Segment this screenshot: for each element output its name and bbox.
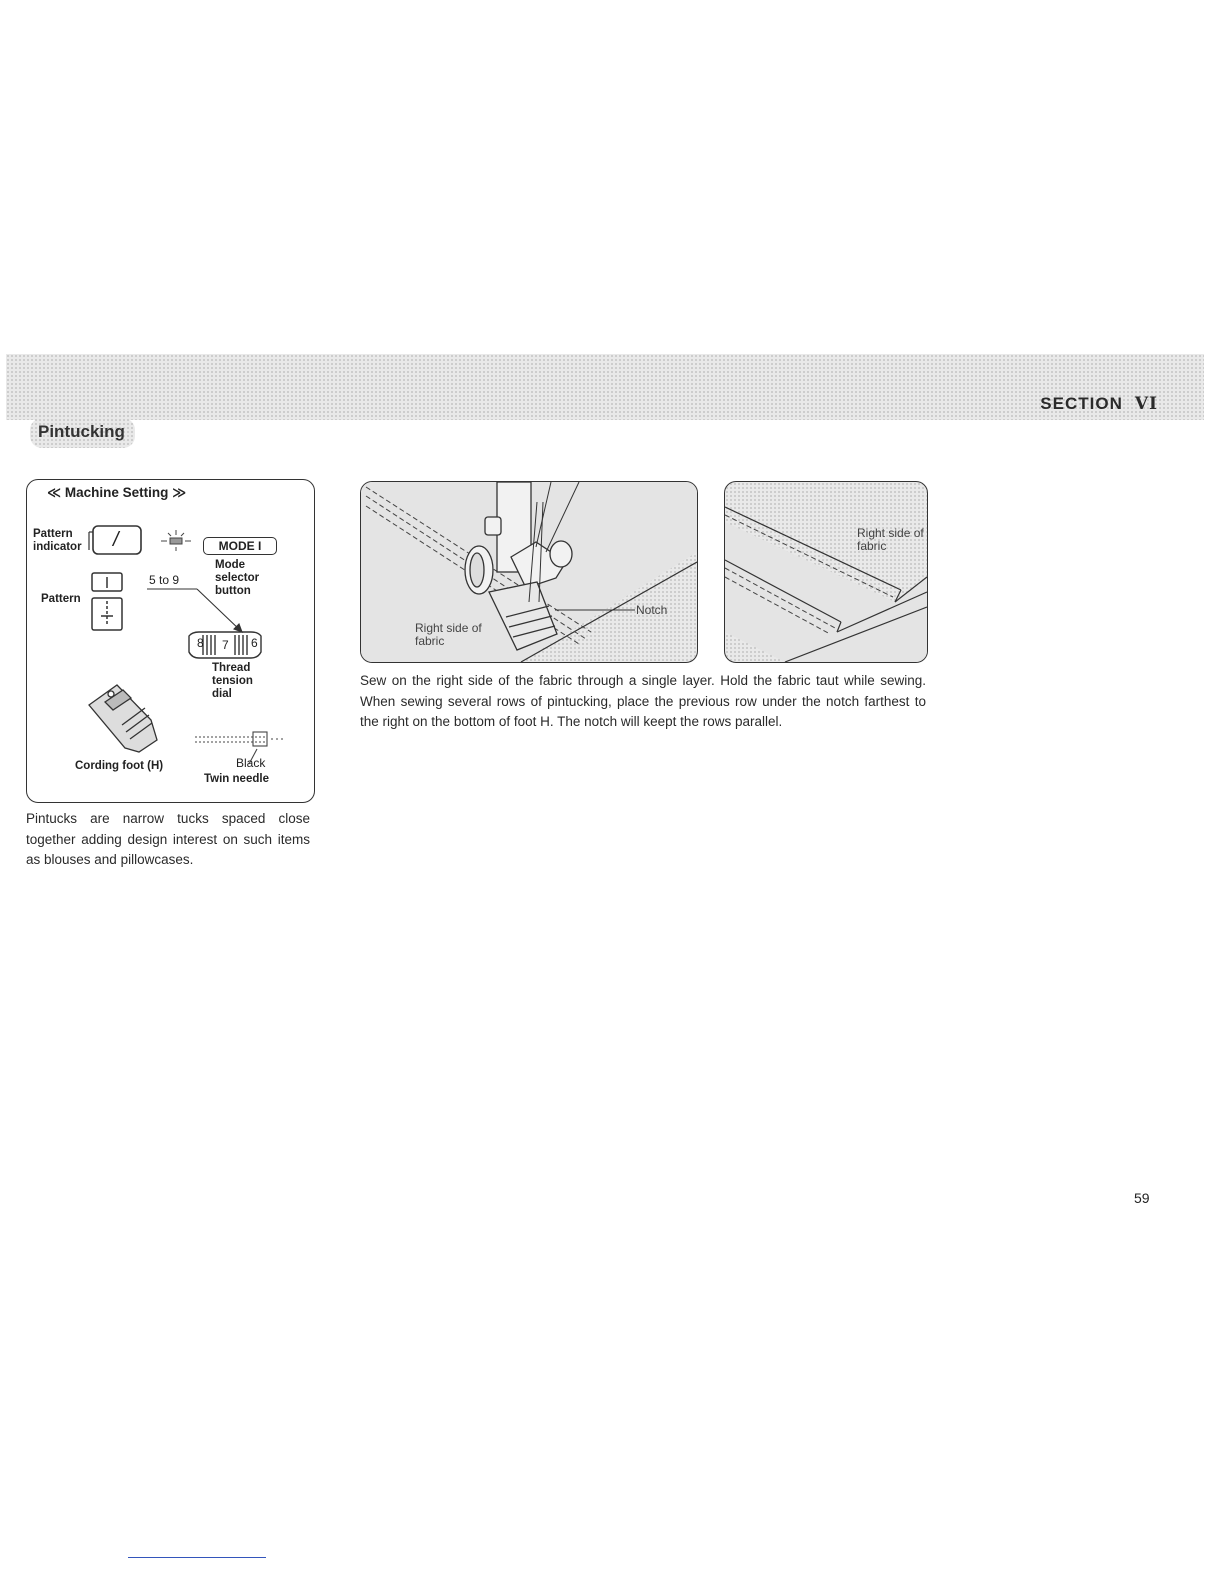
pattern-icon [92, 573, 122, 630]
pintuck-fabric-illustration [725, 482, 927, 662]
cording-foot-icon [89, 685, 157, 752]
fig2-fabric-label: Right side of fabric [857, 526, 924, 553]
section-title [1040, 394, 1158, 414]
dial-number-8: 8 [197, 636, 204, 650]
mode-button [203, 537, 277, 555]
dial-number-7: 7 [222, 638, 229, 652]
page-title: Pintucking [30, 418, 135, 448]
pattern-indicator-value: / [113, 529, 119, 551]
machine-setting-title: ≪ Machine Setting ≫ [47, 485, 187, 500]
footer-rule [128, 1557, 266, 1558]
tension-range: 5 to 9 [149, 573, 180, 587]
instructions-paragraph: Sew on the right side of the fabric through a single layer. Hold the fabric taut while sewing. When sewing several rows of pintucking, place the previous row under the notch farthest to the right on the bottom of foot H. The notch will keept the rows parallel. [360, 673, 926, 729]
section-roman: VI [1134, 394, 1158, 414]
needle-color: Black [236, 756, 266, 770]
page-number: 59 [1134, 1190, 1150, 1206]
mode-selector-label: Mode selector button [215, 559, 260, 597]
machine-setting-box [26, 479, 315, 803]
tension-dial-label: Thread tension dial [212, 662, 253, 700]
indicator-lamp-icon [161, 530, 191, 551]
fig1-fabric-label: Right side of fabric [415, 621, 482, 648]
section-label: SECTION [1040, 394, 1123, 413]
cording-foot-label: Cording foot (H) [75, 760, 164, 772]
dial-number-6: 6 [251, 636, 258, 650]
notch-label: Notch [636, 603, 668, 617]
mode-button-label: MODE I [218, 539, 262, 553]
machine-setting-diagram [27, 480, 314, 802]
twin-needle-label: Twin needle [204, 773, 269, 785]
pintuck-fabric-figure [724, 481, 928, 663]
pattern-label: Pattern [41, 593, 81, 605]
sewing-figure [360, 481, 698, 663]
pattern-indicator-label: Pattern indicator [33, 528, 82, 553]
section-header-bar [6, 354, 1204, 420]
intro-paragraph: Pintucks are narrow tucks spaced close together adding design interest on such items as blouses and pillowcases. [26, 811, 310, 867]
sewing-illustration [361, 482, 697, 662]
